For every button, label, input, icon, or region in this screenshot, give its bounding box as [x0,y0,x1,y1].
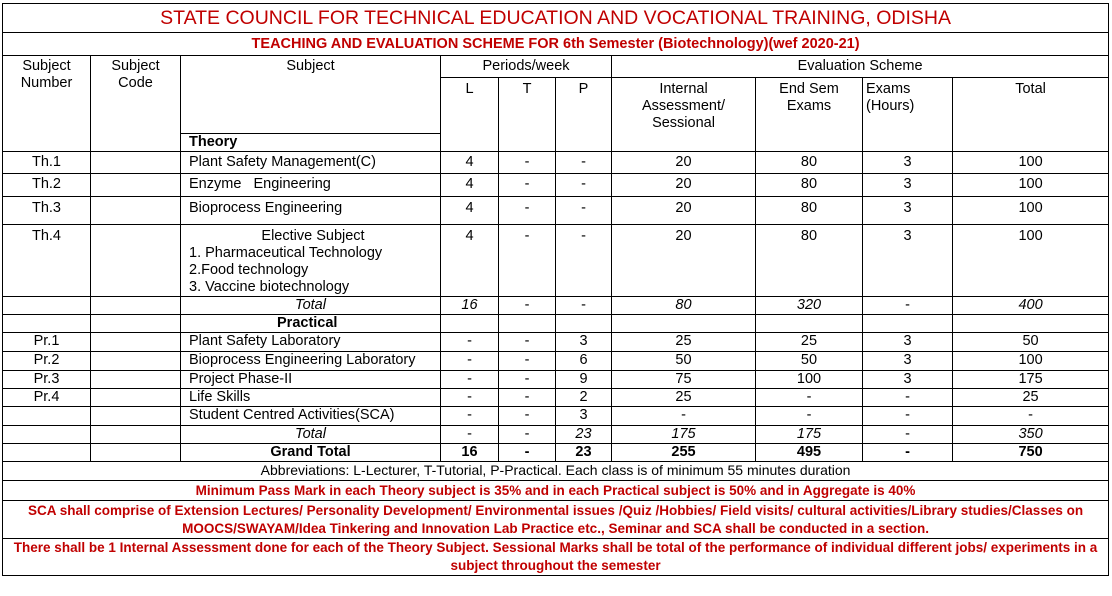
end-sem-exams: 50 [756,352,863,371]
periods-t: - [499,407,556,426]
exam-hours: - [863,389,953,407]
row-total: 400 [953,297,1109,315]
periods-p: - [556,197,612,225]
exam-hours: - [863,297,953,315]
page-subtitle: TEACHING AND EVALUATION SCHEME FOR 6th Semester (Biotechnology)(wef 2020-21) [3,33,1109,56]
periods-p: - [556,297,612,315]
col-total: Total [953,78,1109,152]
row-total: 100 [953,352,1109,371]
exam-hours: 3 [863,225,953,297]
subject-name: Bioprocess Engineering [181,197,441,225]
periods-t: - [499,444,556,462]
exam-hours: 3 [863,352,953,371]
periods-p: - [556,174,612,197]
periods-l: - [441,407,499,426]
grand-total-label: Grand Total [181,444,441,462]
exam-hours: 3 [863,333,953,352]
col-l: L [441,78,499,152]
table-row [3,174,1109,197]
subject-code [91,407,181,426]
end-sem-exams: 80 [756,152,863,174]
elective-option: 2.Food technology [189,262,309,278]
internal-assessment: 25 [612,389,756,407]
periods-t: - [499,197,556,225]
periods-l: 4 [441,197,499,225]
elective-option: 1. Pharmaceutical Technology [189,245,383,261]
subject-number: Pr.3 [3,371,91,389]
pass-mark-row [3,481,1109,501]
internal-assessment: 20 [612,152,756,174]
sca-row [3,501,1109,539]
subject-code [91,174,181,197]
scheme-table [2,3,1109,576]
col-periods-week: Periods/week [441,56,612,78]
subject-number: Pr.1 [3,333,91,352]
internal-assessment: 20 [612,197,756,225]
exam-hours: 3 [863,371,953,389]
end-sem-exams: 100 [756,371,863,389]
header-row-1 [3,56,1109,78]
end-sem-exams: 320 [756,297,863,315]
col-subject-code: Subject Code [91,56,181,152]
exam-hours: - [863,444,953,462]
end-sem-exams: 495 [756,444,863,462]
practical-label-row [3,315,1109,333]
row-total: 100 [953,225,1109,297]
row-total: 750 [953,444,1109,462]
row-total: 50 [953,333,1109,352]
internal-assessment: 255 [612,444,756,462]
row-total: 175 [953,371,1109,389]
periods-l: 4 [441,152,499,174]
periods-l: 4 [441,174,499,197]
subject-number: Th.3 [3,197,91,225]
col-p: P [556,78,612,152]
table-row-elective [3,225,1109,297]
theory-total-label: Total [181,297,441,315]
end-sem-exams: - [756,389,863,407]
subject-number: Th.2 [3,174,91,197]
scheme-sheet [2,3,1108,576]
col-internal-assessment: Internal Assessment/ Sessional [612,78,756,152]
col-subject: Subject [181,56,441,134]
pass-mark-note: Minimum Pass Mark in each Theory subject is 35% and in each Practical subject is 50% and in Aggregate is 40% [3,481,1109,501]
page-title: STATE COUNCIL FOR TECHNICAL EDUCATION AND VOCATIONAL TRAINING, ODISHA [3,4,1109,33]
periods-p: - [556,225,612,297]
subject-code [91,389,181,407]
row-total: 25 [953,389,1109,407]
periods-p: 2 [556,389,612,407]
periods-t: - [499,371,556,389]
row-total: 350 [953,426,1109,444]
periods-p: 9 [556,371,612,389]
subject-name: Plant Safety Laboratory [181,333,441,352]
end-sem-exams: 80 [756,225,863,297]
table-row [3,389,1109,407]
table-row [3,197,1109,225]
section-theory-label: Theory [181,134,441,152]
periods-p: 3 [556,407,612,426]
table-row [3,371,1109,389]
subject-code [91,152,181,174]
exam-hours: 3 [863,174,953,197]
row-total: 100 [953,197,1109,225]
end-sem-exams: 80 [756,197,863,225]
col-exams-hours: Exams (Hours) [863,78,953,152]
periods-t: - [499,333,556,352]
abbreviations-note: Abbreviations: L-Lecturer, T-Tutorial, P-Practical. Each class is of minimum 55 minutes duration [3,462,1109,481]
periods-t: - [499,225,556,297]
col-t: T [499,78,556,152]
subject-name: Plant Safety Management(C) [181,152,441,174]
table-row [3,352,1109,371]
abbreviations-row [3,462,1109,481]
periods-l: 16 [441,444,499,462]
table-row [3,333,1109,352]
subject-name: Enzyme Engineering [181,174,441,197]
subtitle-row [3,33,1109,56]
sca-note: SCA shall comprise of Extension Lectures/ Personality Development/ Environmental issues /Quiz /Hobbies/ Field visits/ cultural activities/Library studies/Classes on MOOCS/SWAYAM/Idea Tinkering and Innovation Lab Practice etc., Seminar and SCA shall be conducted in a section. [3,501,1109,539]
end-sem-exams: 80 [756,174,863,197]
subject-name: Project Phase-II [181,371,441,389]
elective-heading: Elective Subject [261,228,365,244]
internal-assessment: 25 [612,333,756,352]
grand-total-row [3,444,1109,462]
internal-assessment: 20 [612,174,756,197]
periods-l: - [441,333,499,352]
subject-number [3,407,91,426]
subject-code [91,197,181,225]
title-row [3,4,1109,33]
col-subject-number: Subject Number [3,56,91,152]
col-end-sem-exams: End Sem Exams [756,78,863,152]
internal-assessment-note: There shall be 1 Internal Assessment done for each of the Theory Subject. Sessional Marks shall be total of the performance of individual different jobs/ experiments in a subject throughout the semester [3,539,1109,576]
periods-l: - [441,371,499,389]
internal-assessment: 80 [612,297,756,315]
exam-hours: - [863,426,953,444]
periods-t: - [499,389,556,407]
exam-hours: - [863,407,953,426]
practical-total-row [3,426,1109,444]
subject-name: Life Skills [181,389,441,407]
subject-code [91,225,181,297]
internal-assessment: 75 [612,371,756,389]
internal-assessment-row [3,539,1109,576]
periods-l: - [441,352,499,371]
periods-p: 6 [556,352,612,371]
periods-l: 4 [441,225,499,297]
periods-l: 16 [441,297,499,315]
subject-name: Bioprocess Engineering Laboratory [181,352,441,371]
theory-total-row [3,297,1109,315]
internal-assessment: - [612,407,756,426]
periods-p: 23 [556,444,612,462]
internal-assessment: 50 [612,352,756,371]
subject-name: Student Centred Activities(SCA) [181,407,441,426]
subject-number: Th.1 [3,152,91,174]
table-row [3,407,1109,426]
end-sem-exams: 25 [756,333,863,352]
row-total: - [953,407,1109,426]
table-row [3,152,1109,174]
periods-t: - [499,426,556,444]
exam-hours: 3 [863,197,953,225]
periods-l: - [441,426,499,444]
col-evaluation-scheme: Evaluation Scheme [612,56,1109,78]
periods-l: - [441,389,499,407]
row-total: 100 [953,152,1109,174]
elective-subject [181,225,441,297]
subject-code [91,333,181,352]
end-sem-exams: - [756,407,863,426]
practical-total-label: Total [181,426,441,444]
exam-hours: 3 [863,152,953,174]
elective-option: 3. Vaccine biotechnology [189,279,350,295]
internal-assessment: 20 [612,225,756,297]
subject-number: Pr.2 [3,352,91,371]
periods-t: - [499,152,556,174]
subject-number: Th.4 [3,225,91,297]
subject-number: Pr.4 [3,389,91,407]
subject-code [91,352,181,371]
section-practical-label: Practical [181,315,441,333]
periods-p: 23 [556,426,612,444]
periods-p: 3 [556,333,612,352]
periods-p: - [556,152,612,174]
subject-code [91,371,181,389]
periods-t: - [499,174,556,197]
row-total: 100 [953,174,1109,197]
periods-t: - [499,297,556,315]
end-sem-exams: 175 [756,426,863,444]
periods-t: - [499,352,556,371]
internal-assessment: 175 [612,426,756,444]
